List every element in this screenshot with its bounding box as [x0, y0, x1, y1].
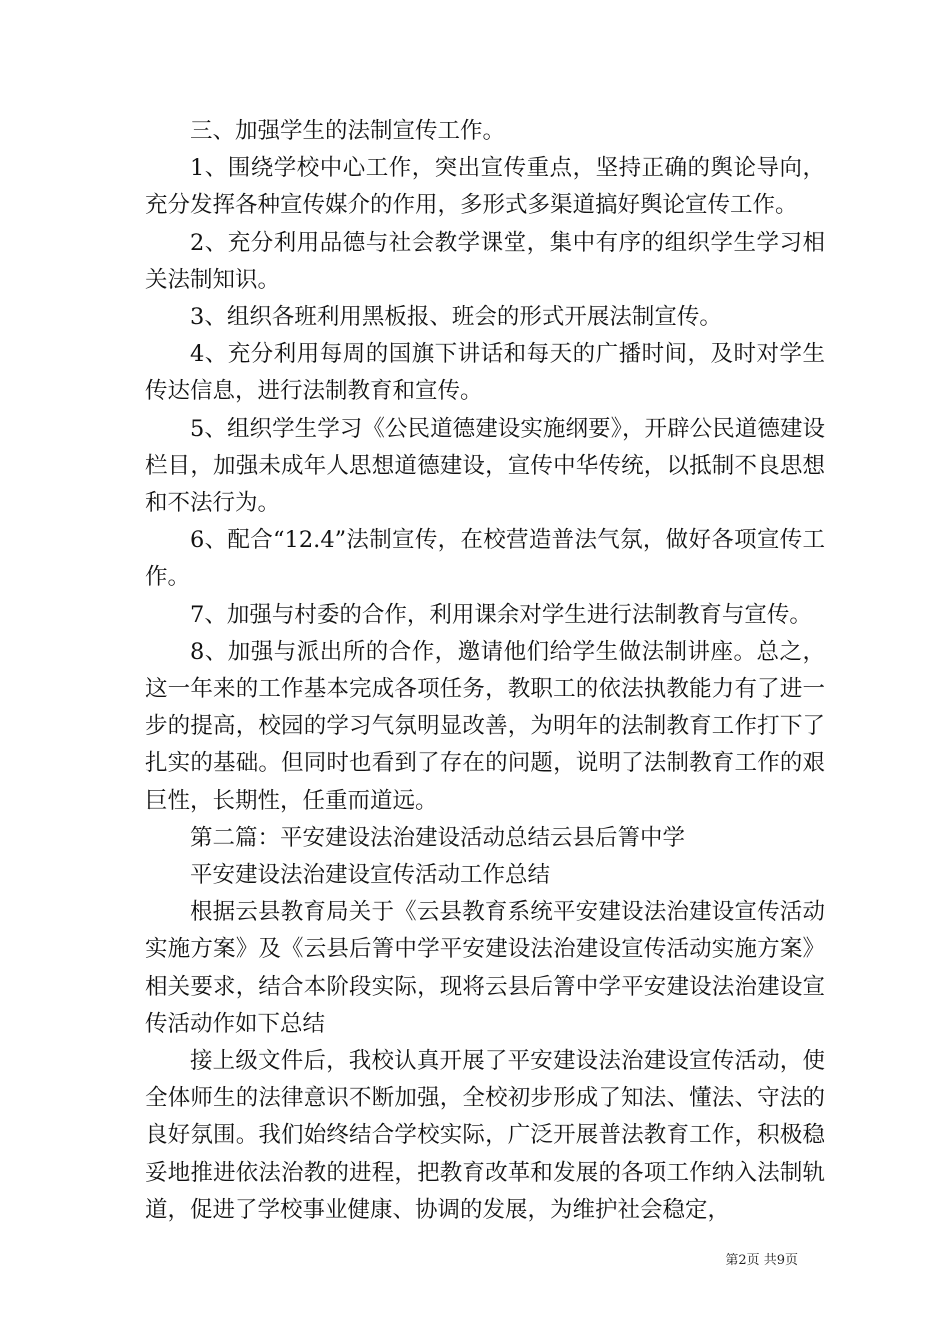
document-body — [145, 113, 825, 1229]
paragraph-item-3: 3、组织各班利用黑板报、班会的形式开展法制宣传。 — [190, 304, 722, 331]
paragraph-summary-title: 平安建设法治建设宣传活动工作总结 — [190, 862, 551, 889]
paragraph-item-5: 5、组织学生学习《公民道德建设实施纲要》，开辟公民道德建设栏目，加强未成年人思想道德建设，宣传中华传统，以抵制不良思想和不法行为。 — [145, 415, 825, 517]
paragraph-item-2: 2、充分利用品德与社会教学课堂，集中有序的组织学生学习相关法制知识。 — [145, 229, 825, 293]
paragraph-section-three-heading: 三、加强学生的法制宣传工作。 — [190, 118, 506, 144]
paragraph-intro: 根据云县教育局关于《云县教育系统平安建设法治建设宣传活动实施方案》及《云县后箐中学平安建设法治建设宣传活动实施方案》相关要求，结合本阶段实际，现将云县后箐中学平安建设法治建设宣传活动作如下总结 — [145, 899, 825, 1037]
paragraph-item-7: 7、加强与村委的合作，利用课余对学生进行法制教育与宣传。 — [190, 601, 812, 628]
paragraph-item-6: 6、配合“12.4”法制宣传，在校营造普法气氛，做好各项宣传工作。 — [145, 527, 825, 591]
paragraph-item-1: 1、围绕学校中心工作，突出宣传重点，坚持正确的舆论导向，充分发挥各种宣传媒介的作用，多形式多渠道搞好舆论宣传工作。 — [145, 155, 825, 219]
paragraph-body: 接上级文件后，我校认真开展了平安建设法治建设宣传活动，使全体师生的法律意识不断加强，全校初步形成了知法、懂法、守法的良好氛围。我们始终结合学校实际，广泛开展普法教育工作，积极稳妥地推进依法治教的进程，把教育改革和发展的各项工作纳入法制轨道，促进了学校事业健康、协调的发展，为维护社会稳定， — [145, 1048, 825, 1223]
paragraph-item-4: 4、充分利用每周的国旗下讲话和每天的广播时间，及时对学生传达信息，进行法制教育和宣传。 — [145, 341, 825, 405]
paragraph-part-two-heading: 第二篇：平安建设法治建设活动总结云县后箐中学 — [190, 824, 686, 851]
paragraph-item-8: 8、加强与派出所的合作，邀请他们给学生做法制讲座。总之，这一年来的工作基本完成各项任务，教职工的依法执教能力有了进一步的提高，校园的学习气氛明显改善，为明年的法制教育工作打下了扎实的基础。但同时也看到了存在的问题，说明了法制教育工作的艰巨性，长期性，任重而道远。 — [145, 638, 825, 814]
page-number-footer: 第2页 共9页 — [725, 1253, 798, 1268]
